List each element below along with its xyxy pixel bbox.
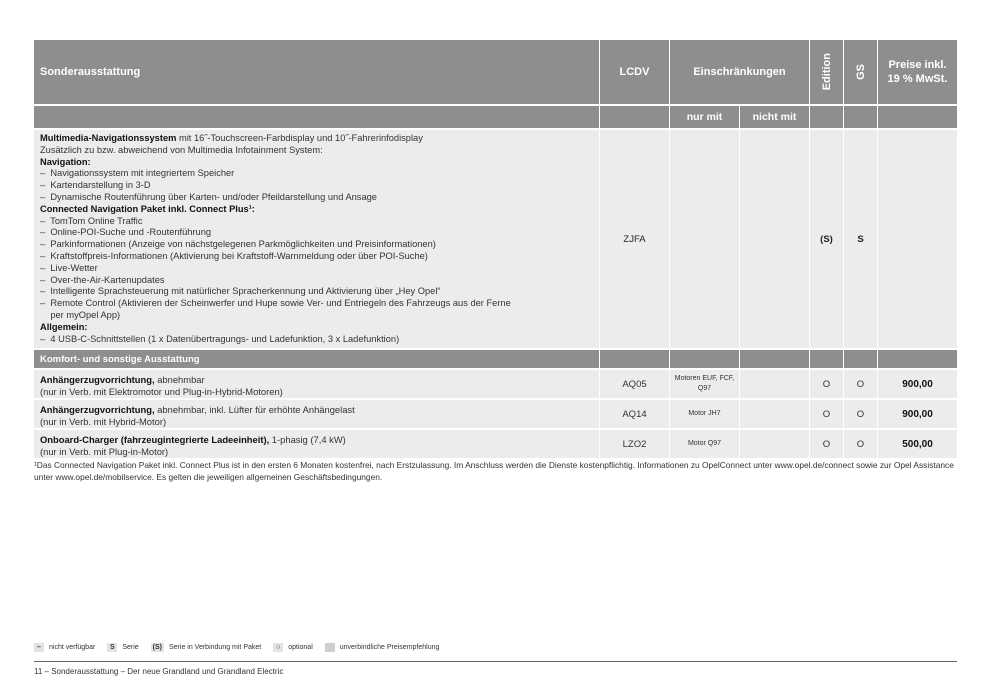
section-empty-price <box>878 350 957 368</box>
item-title-line <box>40 374 593 386</box>
multimedia-line: – Live-Wetter <box>40 262 98 273</box>
header-price <box>878 40 957 104</box>
header-price-line2: 19 % MwSt. <box>887 73 948 85</box>
item-lcdv: AQ05 <box>600 370 670 398</box>
multimedia-edition <box>810 130 844 348</box>
table-row <box>34 368 957 398</box>
multimedia-line: per myOpel App) <box>40 309 121 320</box>
item-gs: O <box>844 400 878 428</box>
multimedia-line: – Over-the-Air-Kartenupdates <box>40 274 165 285</box>
item-price: 900,00 <box>902 378 933 390</box>
multimedia-line: – 4 USB-C-Schnittstellen (1 x Datenübertragungs- und Ladefunktion, 3 x Ladefunktion) <box>40 333 400 344</box>
legend-symbol: ○ <box>273 643 283 652</box>
subheader-empty-gs <box>844 106 878 128</box>
header-edition <box>810 40 844 104</box>
item-title-line <box>40 404 593 416</box>
item-nur-mit: Motor Q97 <box>670 430 740 458</box>
footnote: ¹Das Connected Navigation Paket inkl. Connect Plus ist in den ersten 6 Monaten kostenfrei, nach Erstzulassung. Im Anschluss werden die Dienste kostenpflichtig. Informationen zu OpelConnect unter www.opel.de/connect sowie zur Opel Assistance unter www.opel.de/mobilservice. Es gelten die jeweiligen allgemeinen Geschäftsbedingungen. <box>34 460 954 482</box>
legend-symbol: (S) <box>152 644 162 651</box>
legend-entry <box>273 643 313 652</box>
subheader-empty-price <box>878 106 957 128</box>
footer-rule <box>34 661 957 662</box>
item-rows <box>34 368 957 458</box>
multimedia-line: – Remote Control (Aktivieren der Scheinwerfer und Hupe sowie Ver- und Entriegeln des Fahrzeugs aus der Ferne <box>40 298 511 309</box>
table-header <box>34 40 957 106</box>
multimedia-line: – Dynamische Routenführung über Karten- und/oder Pfeildarstellung und Ansage <box>40 191 377 202</box>
header-lcdv: LCDV <box>600 40 670 104</box>
header-einschraenkungen: Einschränkungen <box>670 40 810 104</box>
section-empty-nur <box>670 350 740 368</box>
header-gs-label: GS <box>854 64 867 80</box>
item-description <box>34 430 600 458</box>
legend-label: Serie in Verbindung mit Paket <box>169 644 262 651</box>
item-title-rest: abnehmbar <box>154 374 205 385</box>
subheader-nicht-mit: nicht mit <box>740 106 810 128</box>
multimedia-title-rest: mit 16˝-Touchscreen-Farbdisplay und 10˝-Fahrerinfodisplay <box>176 133 423 143</box>
multimedia-lines <box>40 145 593 346</box>
legend-label: Serie <box>122 644 139 651</box>
item-price: 900,00 <box>902 408 933 420</box>
multimedia-description <box>34 130 600 348</box>
legend-symbol: – <box>34 643 44 652</box>
item-edition: O <box>810 430 844 458</box>
equipment-table <box>34 40 957 458</box>
item-price: 500,00 <box>902 438 933 450</box>
item-edition: O <box>810 370 844 398</box>
subheader-empty-desc <box>34 106 600 128</box>
multimedia-title-line <box>40 133 593 145</box>
multimedia-line: – Parkinformationen (Anzeige von nächstgelegenen Parkmöglichkeiten und Preisinformationen) <box>40 239 436 250</box>
item-nicht-mit <box>740 370 810 398</box>
legend-entry <box>151 643 262 652</box>
multimedia-gs <box>844 130 878 348</box>
legend-entry <box>107 643 138 652</box>
item-description <box>34 370 600 398</box>
price-box-icon <box>325 643 335 652</box>
legend-entry <box>325 643 440 652</box>
item-gs: O <box>844 370 878 398</box>
item-edition: O <box>810 400 844 428</box>
legend-label: nicht verfügbar <box>49 644 96 651</box>
section-row <box>34 348 957 368</box>
subheader-empty-lcdv <box>600 106 670 128</box>
item-title-rest: 1-phasig (7,4 kW) <box>269 434 346 445</box>
multimedia-price <box>878 130 957 348</box>
multimedia-line: Connected Navigation Paket inkl. Connect Plus¹: <box>40 203 255 214</box>
legend <box>34 643 451 652</box>
multimedia-title: Multimedia-Navigationssystem <box>40 133 177 143</box>
item-description <box>34 400 600 428</box>
section-empty-ed <box>810 350 844 368</box>
section-title: Komfort- und sonstige Ausstattung <box>34 350 600 368</box>
table-subheader <box>34 106 957 128</box>
item-title: Anhängerzugvorrichtung, <box>40 404 155 415</box>
multimedia-line: – Navigationssystem mit integriertem Speicher <box>40 168 235 179</box>
item-title: Onboard-Charger (fahrzeugintegrierte Ladeeinheit), <box>40 434 270 445</box>
multimedia-line: – TomTom Online Traffic <box>40 215 143 226</box>
item-note: (nur in Verb. mit Hybrid-Motor) <box>40 416 167 427</box>
item-note: (nur in Verb. mit Elektromotor und Plug-in-Hybrid-Motoren) <box>40 386 283 397</box>
header-edition-label: Edition <box>820 53 833 91</box>
item-title: Anhängerzugvorrichtung, <box>40 374 155 385</box>
multimedia-line: Navigation: <box>40 156 91 167</box>
multimedia-lcdv: ZJFA <box>600 130 670 348</box>
table-row <box>34 428 957 458</box>
item-gs: O <box>844 430 878 458</box>
table-row-multimedia <box>34 128 957 348</box>
section-empty-lcdv <box>600 350 670 368</box>
page-footer: 11 – Sonderausstattung – Der neue Grandland und Grandland Electric <box>34 667 284 676</box>
multimedia-line: – Intelligente Sprachsteuerung mit natürlicher Spracherkennung und Aktivierung über „Hey Opel“ <box>40 286 441 297</box>
multimedia-nur-mit <box>670 130 740 348</box>
multimedia-edition-value: (S) <box>820 233 833 245</box>
subheader-nur-mit: nur mit <box>670 106 740 128</box>
item-nicht-mit <box>740 430 810 458</box>
item-note: (nur in Verb. mit Plug-in-Motor) <box>40 446 169 457</box>
item-title-rest: abnehmbar, inkl. Lüfter für erhöhte Anhängelast <box>154 404 355 415</box>
multimedia-line: – Kartendarstellung in 3-D <box>40 180 151 191</box>
legend-symbol: S <box>107 643 117 652</box>
header-gs <box>844 40 878 104</box>
multimedia-line: Allgemein: <box>40 321 88 332</box>
item-nur-mit: Motor JH7 <box>670 400 740 428</box>
header-price-line1: Preise inkl. <box>888 59 947 71</box>
multimedia-line: – Kraftstoffpreis-Informationen (Aktivierung bei Kraftstoff-Warnmeldung oder über POI-Suche) <box>40 250 428 261</box>
legend-label: unverbindliche Preisempfehlung <box>339 644 440 651</box>
multimedia-line: – Online-POI-Suche und -Routenführung <box>40 227 212 238</box>
item-lcdv: LZO2 <box>600 430 670 458</box>
item-lcdv: AQ14 <box>600 400 670 428</box>
multimedia-line: Zusätzlich zu bzw. abweichend von Multimedia Infotainment System: <box>40 144 323 155</box>
section-empty-gs <box>844 350 878 368</box>
section-empty-nicht <box>740 350 810 368</box>
legend-label: optional <box>288 644 313 651</box>
subheader-empty-edition <box>810 106 844 128</box>
item-nur-mit: Motoren EUF, FCF, Q97 <box>670 370 740 398</box>
table-row <box>34 398 957 428</box>
item-title-line <box>40 434 593 446</box>
item-nicht-mit <box>740 400 810 428</box>
multimedia-gs-value: S <box>857 233 864 245</box>
legend-entry <box>34 643 95 652</box>
multimedia-nicht-mit <box>740 130 810 348</box>
header-desc: Sonderausstattung <box>34 40 600 104</box>
